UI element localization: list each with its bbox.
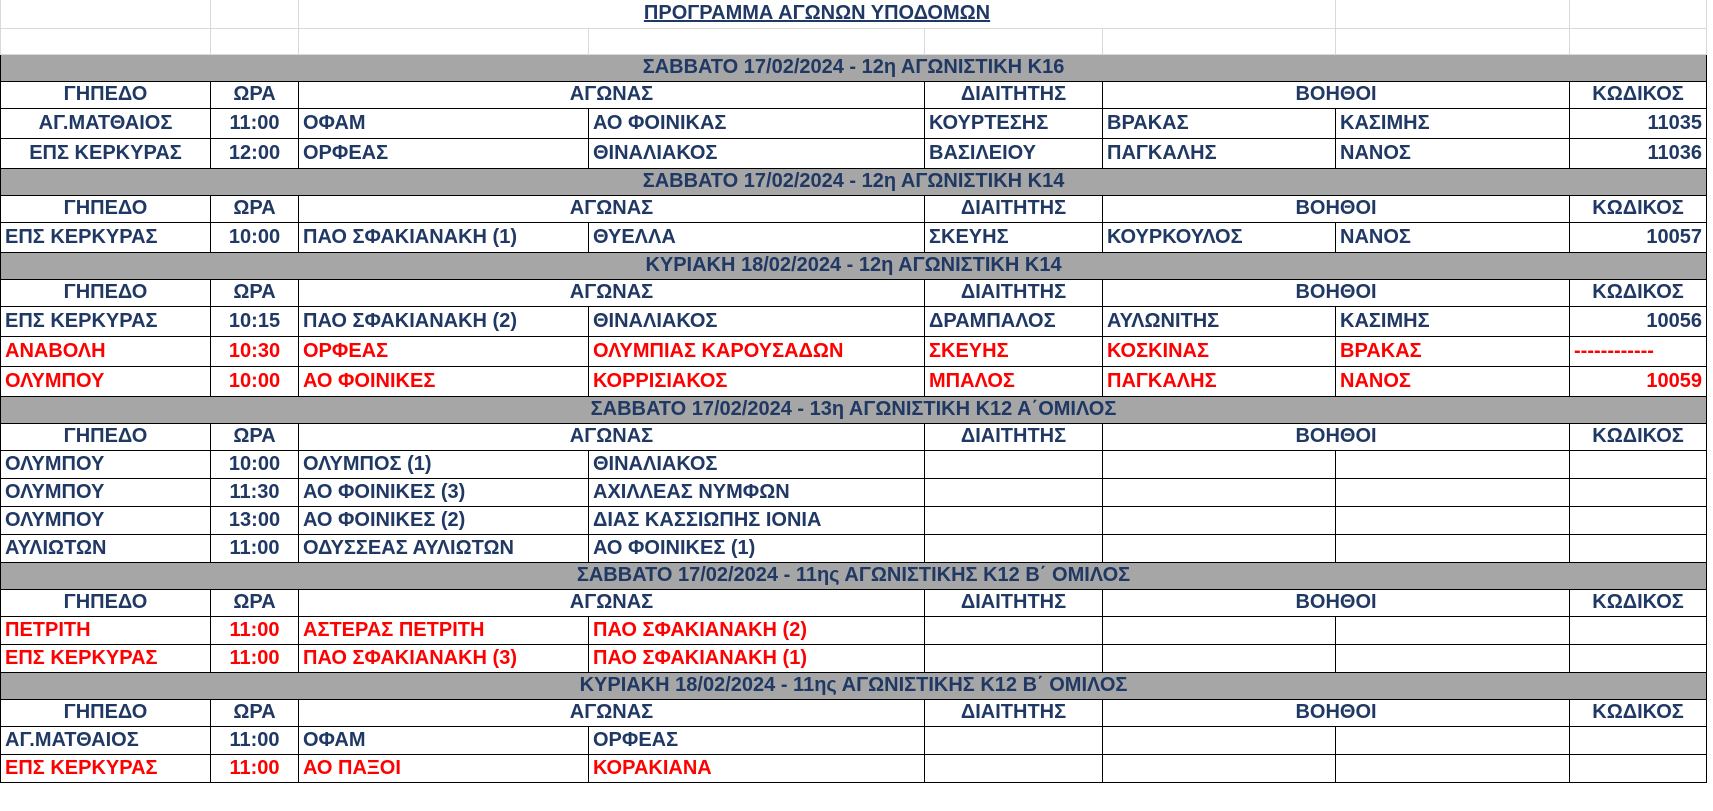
header-referee[interactable]: ΔΙΑΙΤΗΤΗΣ bbox=[925, 423, 1103, 450]
assistant-1-cell[interactable]: ΒΡΑΚΑΣ bbox=[1103, 108, 1336, 138]
away-team-cell[interactable]: ΑΧΙΛΛΕΑΣ ΝΥΜΦΩΝ bbox=[589, 478, 925, 506]
code-cell[interactable] bbox=[1570, 478, 1707, 506]
venue-cell[interactable]: ΑΝΑΒΟΛΗ bbox=[1, 336, 211, 366]
column-header-row bbox=[1, 81, 1707, 108]
header-code[interactable]: ΚΩΔΙΚΟΣ bbox=[1570, 195, 1707, 222]
away-team-cell[interactable]: ΑΟ ΦΟΙΝΙΚΕΣ (1) bbox=[589, 534, 925, 562]
header-assistants[interactable]: ΒΟΗΘΟΙ bbox=[1103, 81, 1570, 108]
section-title[interactable]: ΚΥΡΙΑΚΗ 18/02/2024 - 12η ΑΓΩΝΙΣΤΙΚΗ Κ14 bbox=[1, 252, 1707, 279]
section-title[interactable]: ΣΑΒΒΑΤΟ 17/02/2024 - 11ης ΑΓΩΝΙΣΤΙΚΗΣ Κ12 Β΄ ΟΜΙΛΟΣ bbox=[1, 562, 1707, 589]
header-referee[interactable]: ΔΙΑΙΤΗΤΗΣ bbox=[925, 699, 1103, 726]
code-cell[interactable] bbox=[1570, 506, 1707, 534]
column-header-row bbox=[1, 279, 1707, 306]
home-team-cell[interactable]: ΟΔΥΣΣΕΑΣ ΑΥΛΙΩΤΩΝ bbox=[299, 534, 589, 562]
referee-cell[interactable] bbox=[925, 478, 1103, 506]
venue-cell[interactable]: ΑΓ.ΜΑΤΘΑΙΟΣ bbox=[1, 108, 211, 138]
assistant-2-cell[interactable]: ΚΑΣΙΜΗΣ bbox=[1336, 108, 1570, 138]
time-cell[interactable]: 12:00 bbox=[211, 138, 299, 168]
time-cell[interactable]: 11:00 bbox=[211, 616, 299, 644]
section-title-row bbox=[1, 396, 1707, 423]
venue-cell[interactable]: ΕΠΣ ΚΕΡΚΥΡΑΣ bbox=[1, 138, 211, 168]
game-row bbox=[1, 306, 1707, 336]
venue-cell[interactable]: ΟΛΥΜΠΟΥ bbox=[1, 506, 211, 534]
header-venue[interactable]: ΓΗΠΕΔΟ bbox=[1, 423, 211, 450]
time-cell[interactable]: 10:00 bbox=[211, 366, 299, 396]
time-cell[interactable]: 11:00 bbox=[211, 726, 299, 754]
referee-cell[interactable]: ΣΚΕΥΗΣ bbox=[925, 222, 1103, 252]
column-header-row bbox=[1, 589, 1707, 616]
header-assistants[interactable]: ΒΟΗΘΟΙ bbox=[1103, 589, 1570, 616]
header-time[interactable]: ΩΡΑ bbox=[211, 279, 299, 306]
home-team-cell[interactable]: ΠΑΟ ΣΦΑΚΙΑΝΑΚΗ (1) bbox=[299, 222, 589, 252]
code-cell[interactable] bbox=[1570, 726, 1707, 754]
section-title-row bbox=[1, 672, 1707, 699]
header-match[interactable]: ΑΓΩΝΑΣ bbox=[299, 423, 925, 450]
game-row bbox=[1, 108, 1707, 138]
venue-cell[interactable]: ΠΕΤΡΙΤΗ bbox=[1, 616, 211, 644]
assistant-2-cell[interactable] bbox=[1336, 450, 1570, 478]
assistant-2-cell[interactable] bbox=[1336, 644, 1570, 672]
empty-cell[interactable] bbox=[1570, 0, 1707, 28]
header-venue[interactable]: ΓΗΠΕΔΟ bbox=[1, 589, 211, 616]
game-row bbox=[1, 726, 1707, 754]
header-time[interactable]: ΩΡΑ bbox=[211, 81, 299, 108]
referee-cell[interactable] bbox=[925, 506, 1103, 534]
assistant-2-cell[interactable] bbox=[1336, 478, 1570, 506]
header-venue[interactable]: ΓΗΠΕΔΟ bbox=[1, 81, 211, 108]
section-title-row bbox=[1, 54, 1707, 81]
away-team-cell[interactable]: ΟΛΥΜΠΙΑΣ ΚΑΡΟΥΣΑΔΩΝ bbox=[589, 336, 925, 366]
header-match[interactable]: ΑΓΩΝΑΣ bbox=[299, 195, 925, 222]
game-row bbox=[1, 616, 1707, 644]
section-title[interactable]: ΣΑΒΒΑΤΟ 17/02/2024 - 13η ΑΓΩΝΙΣΤΙΚΗ Κ12 Α΄ΟΜΙΛΟΣ bbox=[1, 396, 1707, 423]
assistant-2-cell[interactable]: ΝΑΝΟΣ bbox=[1336, 222, 1570, 252]
time-cell[interactable]: 10:30 bbox=[211, 336, 299, 366]
header-match[interactable]: ΑΓΩΝΑΣ bbox=[299, 589, 925, 616]
venue-cell[interactable]: ΟΛΥΜΠΟΥ bbox=[1, 478, 211, 506]
section-title[interactable]: ΣΑΒΒΑΤΟ 17/02/2024 - 12η ΑΓΩΝΙΣΤΙΚΗ Κ16 bbox=[1, 54, 1707, 81]
time-cell[interactable]: 11:00 bbox=[211, 534, 299, 562]
assistant-2-cell[interactable]: ΚΑΣΙΜΗΣ bbox=[1336, 306, 1570, 336]
assistant-2-cell[interactable]: ΝΑΝΟΣ bbox=[1336, 138, 1570, 168]
header-match[interactable]: ΑΓΩΝΑΣ bbox=[299, 279, 925, 306]
empty-cell[interactable] bbox=[1, 28, 211, 54]
home-team-cell[interactable]: ΟΡΦΕΑΣ bbox=[299, 336, 589, 366]
assistant-1-cell[interactable] bbox=[1103, 644, 1336, 672]
time-cell[interactable]: 10:00 bbox=[211, 222, 299, 252]
empty-cell[interactable] bbox=[1336, 0, 1570, 28]
header-code[interactable]: ΚΩΔΙΚΟΣ bbox=[1570, 699, 1707, 726]
home-team-cell[interactable]: ΟΛΥΜΠΟΣ (1) bbox=[299, 450, 589, 478]
assistant-2-cell[interactable]: ΒΡΑΚΑΣ bbox=[1336, 336, 1570, 366]
code-cell[interactable]: 10059 bbox=[1570, 366, 1707, 396]
assistant-1-cell[interactable]: ΚΟΥΡΚΟΥΛΟΣ bbox=[1103, 222, 1336, 252]
game-row bbox=[1, 366, 1707, 396]
away-team-cell[interactable]: ΘΙΝΑΛΙΑΚΟΣ bbox=[589, 450, 925, 478]
home-team-cell[interactable]: ΟΦΑΜ bbox=[299, 726, 589, 754]
column-header-row bbox=[1, 195, 1707, 222]
game-row bbox=[1, 222, 1707, 252]
assistant-1-cell[interactable] bbox=[1103, 616, 1336, 644]
away-team-cell[interactable]: ΚΟΡΡΙΣΙΑΚΟΣ bbox=[589, 366, 925, 396]
assistant-1-cell[interactable] bbox=[1103, 726, 1336, 754]
venue-cell[interactable]: ΕΠΣ ΚΕΡΚΥΡΑΣ bbox=[1, 222, 211, 252]
game-row bbox=[1, 644, 1707, 672]
header-assistants[interactable]: ΒΟΗΘΟΙ bbox=[1103, 279, 1570, 306]
game-row bbox=[1, 336, 1707, 366]
away-team-cell[interactable]: ΘΙΝΑΛΙΑΚΟΣ bbox=[589, 306, 925, 336]
time-cell[interactable]: 13:00 bbox=[211, 506, 299, 534]
home-team-cell[interactable]: ΟΡΦΕΑΣ bbox=[299, 138, 589, 168]
venue-cell[interactable]: ΕΠΣ ΚΕΡΚΥΡΑΣ bbox=[1, 306, 211, 336]
referee-cell[interactable]: ΒΑΣΙΛΕΙΟΥ bbox=[925, 138, 1103, 168]
empty-cell[interactable] bbox=[211, 0, 299, 28]
code-cell[interactable]: 11035 bbox=[1570, 108, 1707, 138]
assistant-2-cell[interactable] bbox=[1336, 506, 1570, 534]
code-cell[interactable] bbox=[1570, 450, 1707, 478]
header-assistants[interactable]: ΒΟΗΘΟΙ bbox=[1103, 423, 1570, 450]
empty-cell[interactable] bbox=[211, 28, 299, 54]
away-team-cell[interactable]: ΔΙΑΣ ΚΑΣΣΙΩΠΗΣ ΙΟΝΙΑ bbox=[589, 506, 925, 534]
empty-cell[interactable] bbox=[1103, 28, 1336, 54]
referee-cell[interactable]: ΣΚΕΥΗΣ bbox=[925, 336, 1103, 366]
assistant-1-cell[interactable] bbox=[1103, 754, 1336, 782]
venue-cell[interactable]: ΕΠΣ ΚΕΡΚΥΡΑΣ bbox=[1, 644, 211, 672]
home-team-cell[interactable]: ΑΟ ΠΑΞΟΙ bbox=[299, 754, 589, 782]
assistant-2-cell[interactable] bbox=[1336, 754, 1570, 782]
empty-cell[interactable] bbox=[1, 0, 211, 28]
header-code[interactable]: ΚΩΔΙΚΟΣ bbox=[1570, 81, 1707, 108]
home-team-cell[interactable]: ΠΑΟ ΣΦΑΚΙΑΝΑΚΗ (3) bbox=[299, 644, 589, 672]
header-referee[interactable]: ΔΙΑΙΤΗΤΗΣ bbox=[925, 589, 1103, 616]
code-cell[interactable] bbox=[1570, 616, 1707, 644]
section-title[interactable]: ΚΥΡΙΑΚΗ 18/02/2024 - 11ης ΑΓΩΝΙΣΤΙΚΗΣ Κ12 Β΄ ΟΜΙΛΟΣ bbox=[1, 672, 1707, 699]
referee-cell[interactable]: ΚΟΥΡΤΕΣΗΣ bbox=[925, 108, 1103, 138]
empty-cell[interactable] bbox=[1570, 28, 1707, 54]
referee-cell[interactable] bbox=[925, 726, 1103, 754]
referee-cell[interactable]: ΔΡΑΜΠΑΛΟΣ bbox=[925, 306, 1103, 336]
assistant-1-cell[interactable] bbox=[1103, 478, 1336, 506]
game-row bbox=[1, 478, 1707, 506]
empty-cell[interactable] bbox=[925, 28, 1103, 54]
column-header-row bbox=[1, 423, 1707, 450]
header-time[interactable]: ΩΡΑ bbox=[211, 589, 299, 616]
assistant-2-cell[interactable] bbox=[1336, 616, 1570, 644]
header-referee[interactable]: ΔΙΑΙΤΗΤΗΣ bbox=[925, 279, 1103, 306]
page-title[interactable]: ΠΡΟΓΡΑΜΜΑ ΑΓΩΝΩΝ ΥΠΟΔΟΜΩΝ bbox=[299, 0, 1336, 28]
column-header-row bbox=[1, 699, 1707, 726]
referee-cell[interactable] bbox=[925, 534, 1103, 562]
away-team-cell[interactable]: ΚΟΡΑΚΙΑΝΑ bbox=[589, 754, 925, 782]
venue-cell[interactable]: ΟΛΥΜΠΟΥ bbox=[1, 366, 211, 396]
referee-cell[interactable] bbox=[925, 754, 1103, 782]
header-assistants[interactable]: ΒΟΗΘΟΙ bbox=[1103, 699, 1570, 726]
assistant-1-cell[interactable]: ΠΑΓΚΑΛΗΣ bbox=[1103, 138, 1336, 168]
header-time[interactable]: ΩΡΑ bbox=[211, 423, 299, 450]
away-team-cell[interactable]: ΑΟ ΦΟΙΝΙΚΑΣ bbox=[589, 108, 925, 138]
home-team-cell[interactable]: ΟΦΑΜ bbox=[299, 108, 589, 138]
assistant-1-cell[interactable] bbox=[1103, 506, 1336, 534]
empty-cell[interactable] bbox=[1336, 28, 1570, 54]
assistant-1-cell[interactable]: ΚΟΣΚΙΝΑΣ bbox=[1103, 336, 1336, 366]
assistant-2-cell[interactable]: ΝΑΝΟΣ bbox=[1336, 366, 1570, 396]
time-cell[interactable]: 11:30 bbox=[211, 478, 299, 506]
code-cell[interactable]: 11036 bbox=[1570, 138, 1707, 168]
assistant-1-cell[interactable] bbox=[1103, 450, 1336, 478]
assistant-1-cell[interactable] bbox=[1103, 534, 1336, 562]
game-row bbox=[1, 754, 1707, 782]
section-title-row bbox=[1, 168, 1707, 195]
section-title-row bbox=[1, 562, 1707, 589]
header-time[interactable]: ΩΡΑ bbox=[211, 195, 299, 222]
section-title[interactable]: ΣΑΒΒΑΤΟ 17/02/2024 - 12η ΑΓΩΝΙΣΤΙΚΗ Κ14 bbox=[1, 168, 1707, 195]
away-team-cell[interactable]: ΘΙΝΑΛΙΑΚΟΣ bbox=[589, 138, 925, 168]
empty-row bbox=[1, 28, 1707, 54]
header-code[interactable]: ΚΩΔΙΚΟΣ bbox=[1570, 423, 1707, 450]
referee-cell[interactable]: ΜΠΑΛΟΣ bbox=[925, 366, 1103, 396]
empty-cell[interactable] bbox=[589, 28, 925, 54]
time-cell[interactable]: 11:00 bbox=[211, 108, 299, 138]
time-cell[interactable]: 11:00 bbox=[211, 754, 299, 782]
header-code[interactable]: ΚΩΔΙΚΟΣ bbox=[1570, 279, 1707, 306]
section-title-row bbox=[1, 252, 1707, 279]
away-team-cell[interactable]: ΟΡΦΕΑΣ bbox=[589, 726, 925, 754]
header-match[interactable]: ΑΓΩΝΑΣ bbox=[299, 81, 925, 108]
schedule-body bbox=[1, 0, 1707, 782]
header-referee[interactable]: ΔΙΑΙΤΗΤΗΣ bbox=[925, 195, 1103, 222]
code-cell[interactable]: 10057 bbox=[1570, 222, 1707, 252]
away-team-cell[interactable]: ΠΑΟ ΣΦΑΚΙΑΝΑΚΗ (2) bbox=[589, 616, 925, 644]
home-team-cell[interactable]: ΑΟ ΦΟΙΝΙΚΕΣ bbox=[299, 366, 589, 396]
header-code[interactable]: ΚΩΔΙΚΟΣ bbox=[1570, 589, 1707, 616]
title-row bbox=[1, 0, 1707, 28]
referee-cell[interactable] bbox=[925, 450, 1103, 478]
home-team-cell[interactable]: ΑΟ ΦΟΙΝΙΚΕΣ (3) bbox=[299, 478, 589, 506]
header-time[interactable]: ΩΡΑ bbox=[211, 699, 299, 726]
code-cell[interactable] bbox=[1570, 754, 1707, 782]
away-team-cell[interactable]: ΠΑΟ ΣΦΑΚΙΑΝΑΚΗ (1) bbox=[589, 644, 925, 672]
code-cell[interactable] bbox=[1570, 644, 1707, 672]
code-cell[interactable] bbox=[1570, 534, 1707, 562]
header-assistants[interactable]: ΒΟΗΘΟΙ bbox=[1103, 195, 1570, 222]
home-team-cell[interactable]: ΑΣΤΕΡΑΣ ΠΕΤΡΙΤΗ bbox=[299, 616, 589, 644]
header-venue[interactable]: ΓΗΠΕΔΟ bbox=[1, 699, 211, 726]
game-row bbox=[1, 534, 1707, 562]
home-team-cell[interactable]: ΑΟ ΦΟΙΝΙΚΕΣ (2) bbox=[299, 506, 589, 534]
venue-cell[interactable]: ΑΥΛΙΩΤΩΝ bbox=[1, 534, 211, 562]
home-team-cell[interactable]: ΠΑΟ ΣΦΑΚΙΑΝΑΚΗ (2) bbox=[299, 306, 589, 336]
header-venue[interactable]: ΓΗΠΕΔΟ bbox=[1, 195, 211, 222]
away-team-cell[interactable]: ΘΥΕΛΛΑ bbox=[589, 222, 925, 252]
code-cell[interactable]: 10056 bbox=[1570, 306, 1707, 336]
venue-cell[interactable]: ΟΛΥΜΠΟΥ bbox=[1, 450, 211, 478]
referee-cell[interactable] bbox=[925, 616, 1103, 644]
referee-cell[interactable] bbox=[925, 644, 1103, 672]
code-cell[interactable]: ------------ bbox=[1570, 336, 1707, 366]
assistant-2-cell[interactable] bbox=[1336, 534, 1570, 562]
time-cell[interactable]: 11:00 bbox=[211, 644, 299, 672]
assistant-1-cell[interactable]: ΠΑΓΚΑΛΗΣ bbox=[1103, 366, 1336, 396]
header-venue[interactable]: ΓΗΠΕΔΟ bbox=[1, 279, 211, 306]
header-referee[interactable]: ΔΙΑΙΤΗΤΗΣ bbox=[925, 81, 1103, 108]
game-row bbox=[1, 450, 1707, 478]
empty-cell[interactable] bbox=[299, 28, 589, 54]
header-match[interactable]: ΑΓΩΝΑΣ bbox=[299, 699, 925, 726]
assistant-2-cell[interactable] bbox=[1336, 726, 1570, 754]
assistant-1-cell[interactable]: ΑΥΛΩΝΙΤΗΣ bbox=[1103, 306, 1336, 336]
game-row bbox=[1, 138, 1707, 168]
venue-cell[interactable]: ΑΓ.ΜΑΤΘΑΙΟΣ bbox=[1, 726, 211, 754]
time-cell[interactable]: 10:15 bbox=[211, 306, 299, 336]
time-cell[interactable]: 10:00 bbox=[211, 450, 299, 478]
game-row bbox=[1, 506, 1707, 534]
venue-cell[interactable]: ΕΠΣ ΚΕΡΚΥΡΑΣ bbox=[1, 754, 211, 782]
